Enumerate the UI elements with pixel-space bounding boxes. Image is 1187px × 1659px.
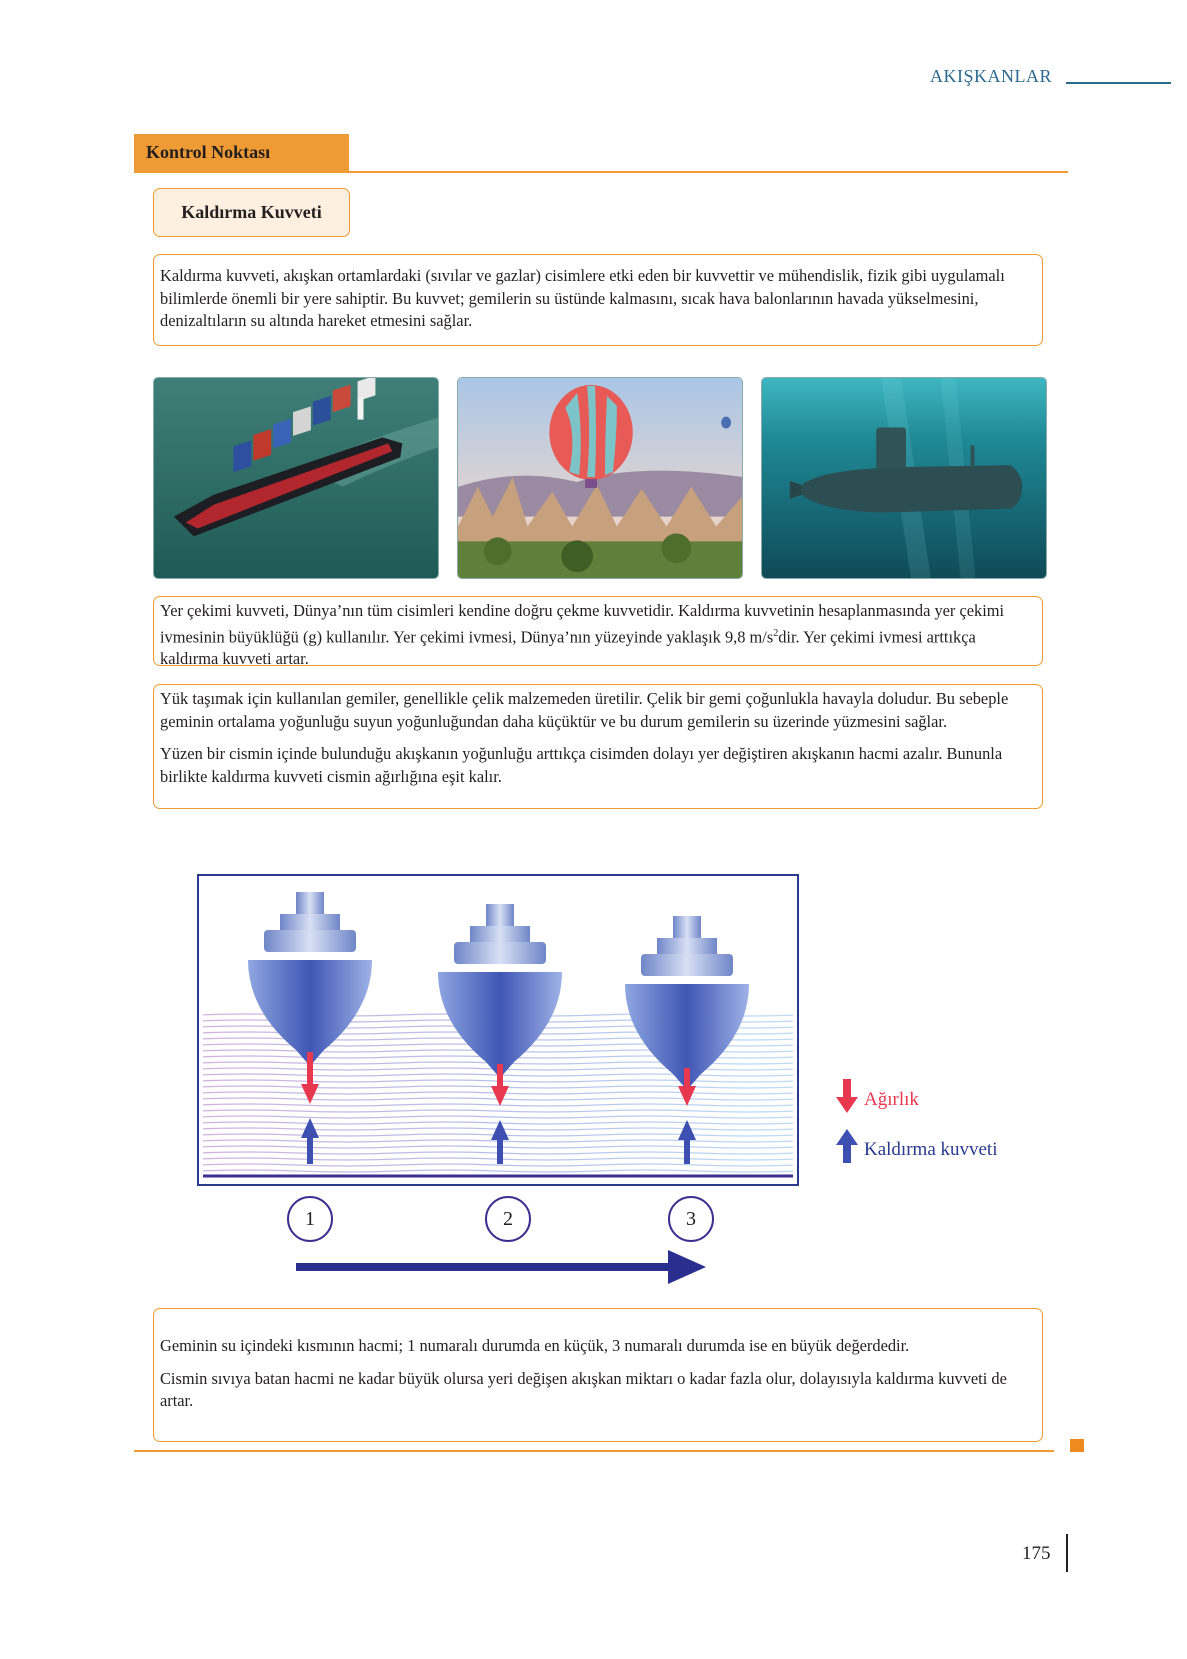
buoyancy-arrow-icon bbox=[836, 1129, 858, 1163]
submarine-photo bbox=[761, 377, 1047, 579]
gravity-text-a: Yer çekimi kuvveti, Dünya’nın tüm cisimleri kendine doğru çekme kuvvetidir. Kaldırma kuvvetinin hesaplanmasında yer çekimi ivmesinin büyüklüğü (g) kullanılır. Yer çekimi ivmesi, Dünya’nın yüzeyinde yaklaşık 9,8 m/s bbox=[160, 601, 1005, 646]
conclusion-paragraph-2: Cismin sıvıya batan hacmi ne kadar büyük olursa yeri değişen akışkan miktarı o kadar fazla olur, dolayısıyla kaldırma kuvveti de artar. bbox=[160, 1368, 1007, 1410]
weight-arrow-icon bbox=[836, 1079, 858, 1113]
hot-air-balloon-photo bbox=[457, 377, 743, 579]
legend-buoyancy: Kaldırma kuvveti bbox=[864, 1139, 998, 1160]
chapter-title: AKIŞKANLAR bbox=[930, 66, 1052, 86]
conclusion-paragraph-1: Geminin su içindeki kısmının hacmi; 1 numaralı durumda en küçük, 3 numaralı durumda ise en büyük değerdedir. bbox=[160, 1336, 910, 1355]
page-number: 175 bbox=[1022, 1543, 1051, 1564]
legend-weight: Ağırlık bbox=[864, 1089, 919, 1110]
section-label: Kontrol Noktası bbox=[146, 142, 271, 162]
ships-paragraph-2: Yüzen bir cismin içinde bulunduğu akışkanın yoğunluğu arttıkça cisimden dolayı yer değiştiren akışkanın hacmi azalır. Bununla birlikte kaldırma kuvveti cismin ağırlığına eşit kalır. bbox=[160, 744, 1003, 786]
state-3-label: 3 bbox=[668, 1196, 714, 1242]
cargo-ship-photo bbox=[153, 377, 439, 579]
intro-paragraph: Kaldırma kuvveti, akışkan ortamlardaki (sıvılar ve gazlar) cisimlere etki eden bir kuvvettir ve mühendislik, fizik gibi uygulamalı bilimlerde önemli bir yere sahiptir. Bu kuvvet; gemilerin su üstünde kalmasını, sıcak hava balonlarının havada yükselmesini, denizaltıların su altında hareket etmesini sağlar. bbox=[160, 266, 1005, 330]
gravity-box bbox=[153, 596, 1043, 669]
page-number-bar bbox=[1066, 1534, 1068, 1572]
bottom-rule bbox=[134, 1450, 1054, 1452]
ships-paragraph-1: Yük taşımak için kullanılan gemiler, genellikle çelik malzemeden üretilir. Çelik bir gemi çoğunlukla havayla doludur. Bu sebeple geminin ortalama yoğunluğu suyun yoğunluğundan daha küçüktür ve bu durum gemilerin su üzerinde yüzmesini sağlar. bbox=[160, 689, 1009, 731]
conclusion-box bbox=[153, 1308, 1043, 1442]
intro-box bbox=[153, 254, 1043, 346]
ships-box bbox=[153, 684, 1043, 809]
state-2-label: 2 bbox=[485, 1196, 531, 1242]
bottom-marker bbox=[1070, 1439, 1084, 1452]
section-subtitle: Kaldırma Kuvveti bbox=[181, 202, 322, 222]
header-rule bbox=[1066, 82, 1171, 84]
gravity-text-b: dir. Yer çekimi ivmesi arttıkça kaldırma kuvveti artar. bbox=[160, 626, 976, 669]
state-1-label: 1 bbox=[287, 1196, 333, 1242]
buoyancy-diagram bbox=[197, 874, 799, 1186]
section-rule bbox=[134, 171, 1068, 173]
progression-arrow bbox=[296, 1250, 706, 1284]
gravity-exponent: 2 bbox=[773, 627, 779, 639]
gravity-paragraph bbox=[160, 600, 1036, 671]
